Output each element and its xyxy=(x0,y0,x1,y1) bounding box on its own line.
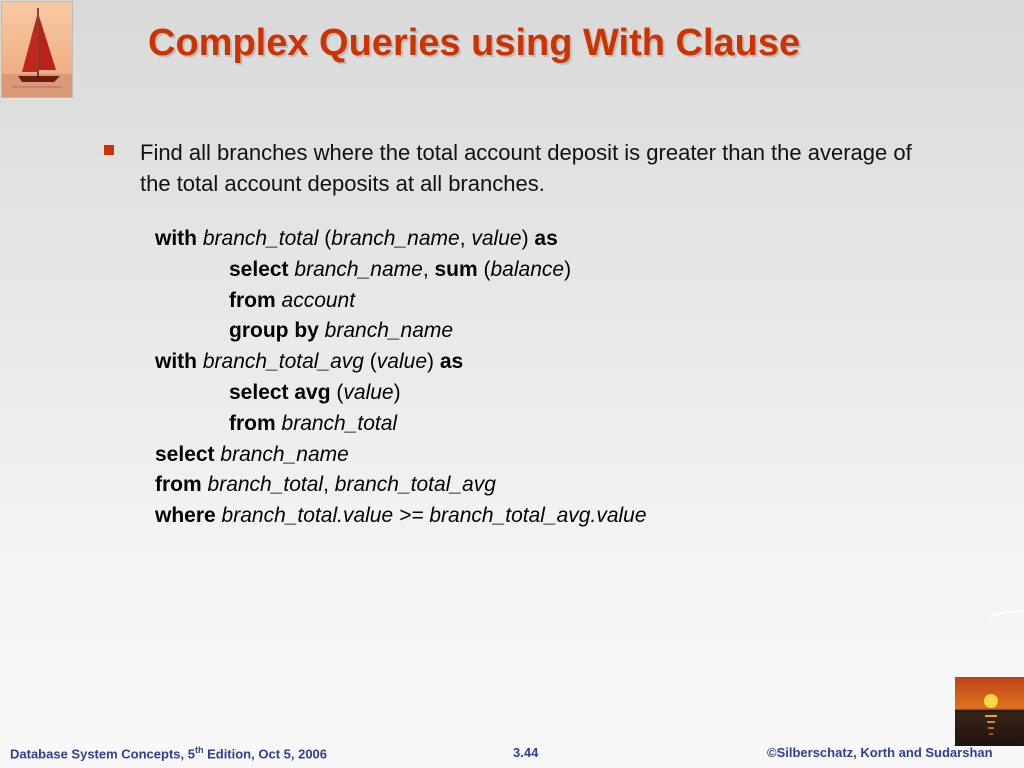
bullet-text: Find all branches where the total account deposit is greater than the average of the total account deposits at all branches. xyxy=(140,140,912,196)
footer-page-number: 3.44 xyxy=(513,745,539,760)
sql-identifier: branch_total.value >= branch_total_avg.value xyxy=(221,504,647,528)
code-line xyxy=(155,286,647,317)
sql-identifier: branch_name xyxy=(294,257,423,281)
sql-keyword: from xyxy=(155,473,202,497)
code-line xyxy=(155,316,647,347)
sql-punct: ( xyxy=(330,380,344,404)
sql-identifier: branch_name xyxy=(324,319,454,343)
sql-identifier: value xyxy=(376,350,427,374)
sql-identifier: branch_total_avg xyxy=(334,473,496,497)
sql-code-block xyxy=(155,224,647,532)
sql-punct: ) xyxy=(564,257,572,281)
footer-edition-sup: th xyxy=(194,745,204,755)
footer-book-title: Database System Concepts, 5 xyxy=(10,746,195,762)
sql-keyword: with xyxy=(155,227,197,250)
code-line xyxy=(155,470,647,501)
sql-keyword: from xyxy=(229,288,276,312)
sql-identifier: balance xyxy=(490,257,565,281)
code-line xyxy=(155,378,647,409)
sql-identifier: value xyxy=(471,227,522,250)
sql-identifier: branch_name xyxy=(220,442,349,466)
code-line xyxy=(155,501,647,532)
sql-punct: , xyxy=(459,227,472,250)
bullet-item xyxy=(104,137,934,199)
sql-punct: , xyxy=(323,473,335,497)
sql-punct: ( xyxy=(363,350,377,374)
code-line xyxy=(155,440,647,471)
sql-punct: ( xyxy=(477,257,491,281)
slide-title: Complex Queries using With Clause xyxy=(148,22,801,64)
sql-keyword: select avg xyxy=(229,380,331,404)
sql-punct: ) xyxy=(521,227,535,250)
sql-identifier: branch_total xyxy=(202,227,319,250)
sql-keyword: from xyxy=(229,411,276,435)
sql-identifier: branch_total xyxy=(281,411,398,435)
code-line xyxy=(155,347,647,378)
sql-identifier: branch_total_avg xyxy=(202,350,364,374)
decorative-swoosh xyxy=(990,607,1024,617)
sailboat-logo-icon xyxy=(1,1,73,98)
footer-book-info xyxy=(10,745,327,761)
sql-identifier: branch_name xyxy=(331,227,460,250)
sql-keyword: where xyxy=(155,504,216,528)
footer-copyright: ©Silberschatz, Korth and Sudarshan xyxy=(767,745,993,760)
code-line xyxy=(155,409,647,440)
sql-identifier: branch_total xyxy=(207,473,324,497)
sql-punct: , xyxy=(422,257,435,281)
square-bullet-icon xyxy=(104,145,114,155)
footer-edition-date: Edition, Oct 5, 2006 xyxy=(203,746,328,762)
sunset-logo-icon xyxy=(955,677,1024,746)
sql-identifier: value xyxy=(343,380,394,404)
sql-keyword: sum xyxy=(434,257,478,281)
sql-keyword: as xyxy=(534,227,558,250)
sql-keyword: with xyxy=(155,350,197,374)
sql-punct: ) xyxy=(393,380,401,404)
sql-keyword: select xyxy=(229,257,289,281)
code-line xyxy=(155,224,647,255)
sql-punct: ( xyxy=(318,227,332,250)
code-line xyxy=(155,255,647,286)
sql-keyword: group by xyxy=(229,319,319,343)
sql-punct: ) xyxy=(427,350,440,374)
sql-identifier: account xyxy=(281,288,356,312)
sql-keyword: select xyxy=(155,442,215,466)
sql-keyword: as xyxy=(439,350,464,374)
